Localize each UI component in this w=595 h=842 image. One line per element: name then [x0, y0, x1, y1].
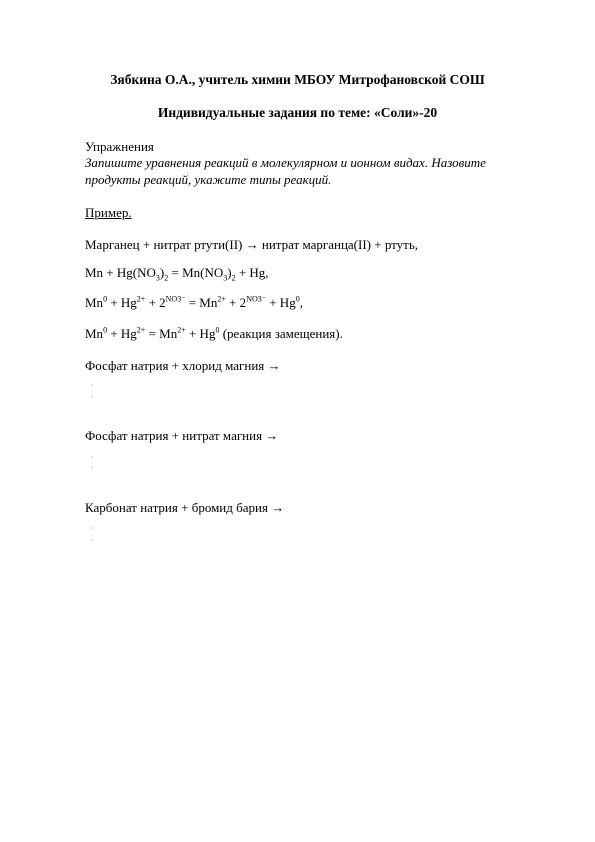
- answer-mark: ·: [91, 463, 94, 472]
- example-word-equation: Марганец + нитрат ртути(II) → нитрат марганца(II) + ртуть,: [85, 237, 419, 252]
- short-ionic-equation: $Mn^0 + Hg^{2+} = Mn^{2+} + Hg^0$ (реакция замещения).: [85, 325, 343, 341]
- task-1: Фосфат натрия + хлорид магния →: [85, 358, 281, 373]
- answer-mark: ·: [91, 536, 94, 545]
- exercise-heading: Упражнения: [85, 139, 154, 154]
- author-line: Зябкина О.А., учитель химии МБОУ Митрофановской СОШ: [110, 72, 485, 87]
- answer-mark: ·: [91, 381, 94, 390]
- task-2: Фосфат натрия + нитрат магния →: [85, 428, 279, 443]
- page-title: Индивидуальные задания по теме: «Соли»-20: [157, 105, 438, 120]
- molecular-equation: $Mn + Hg(NO_3)_2 = Mn(NO_3)_2 + Hg$,: [85, 265, 269, 283]
- instruction-line-2: продукты реакций, укажите типы реакций.: [85, 172, 332, 187]
- example-heading: Пример.: [85, 205, 132, 220]
- instruction-line-1: Запишите уравнения реакций в молекулярном и ионном видах. Назовите: [85, 155, 486, 170]
- answer-mark: ·: [91, 453, 94, 462]
- answer-mark: ·: [91, 393, 94, 402]
- answer-mark: ·: [91, 524, 94, 533]
- task-3: Карбонат натрия + бромид бария →: [85, 500, 285, 515]
- full-ionic-equation: $Mn^0 + Hg^{2+} + 2^{NO3^-} = Mn^{2+} + 2^{NO3^-} + Hg^0$,: [85, 294, 303, 310]
